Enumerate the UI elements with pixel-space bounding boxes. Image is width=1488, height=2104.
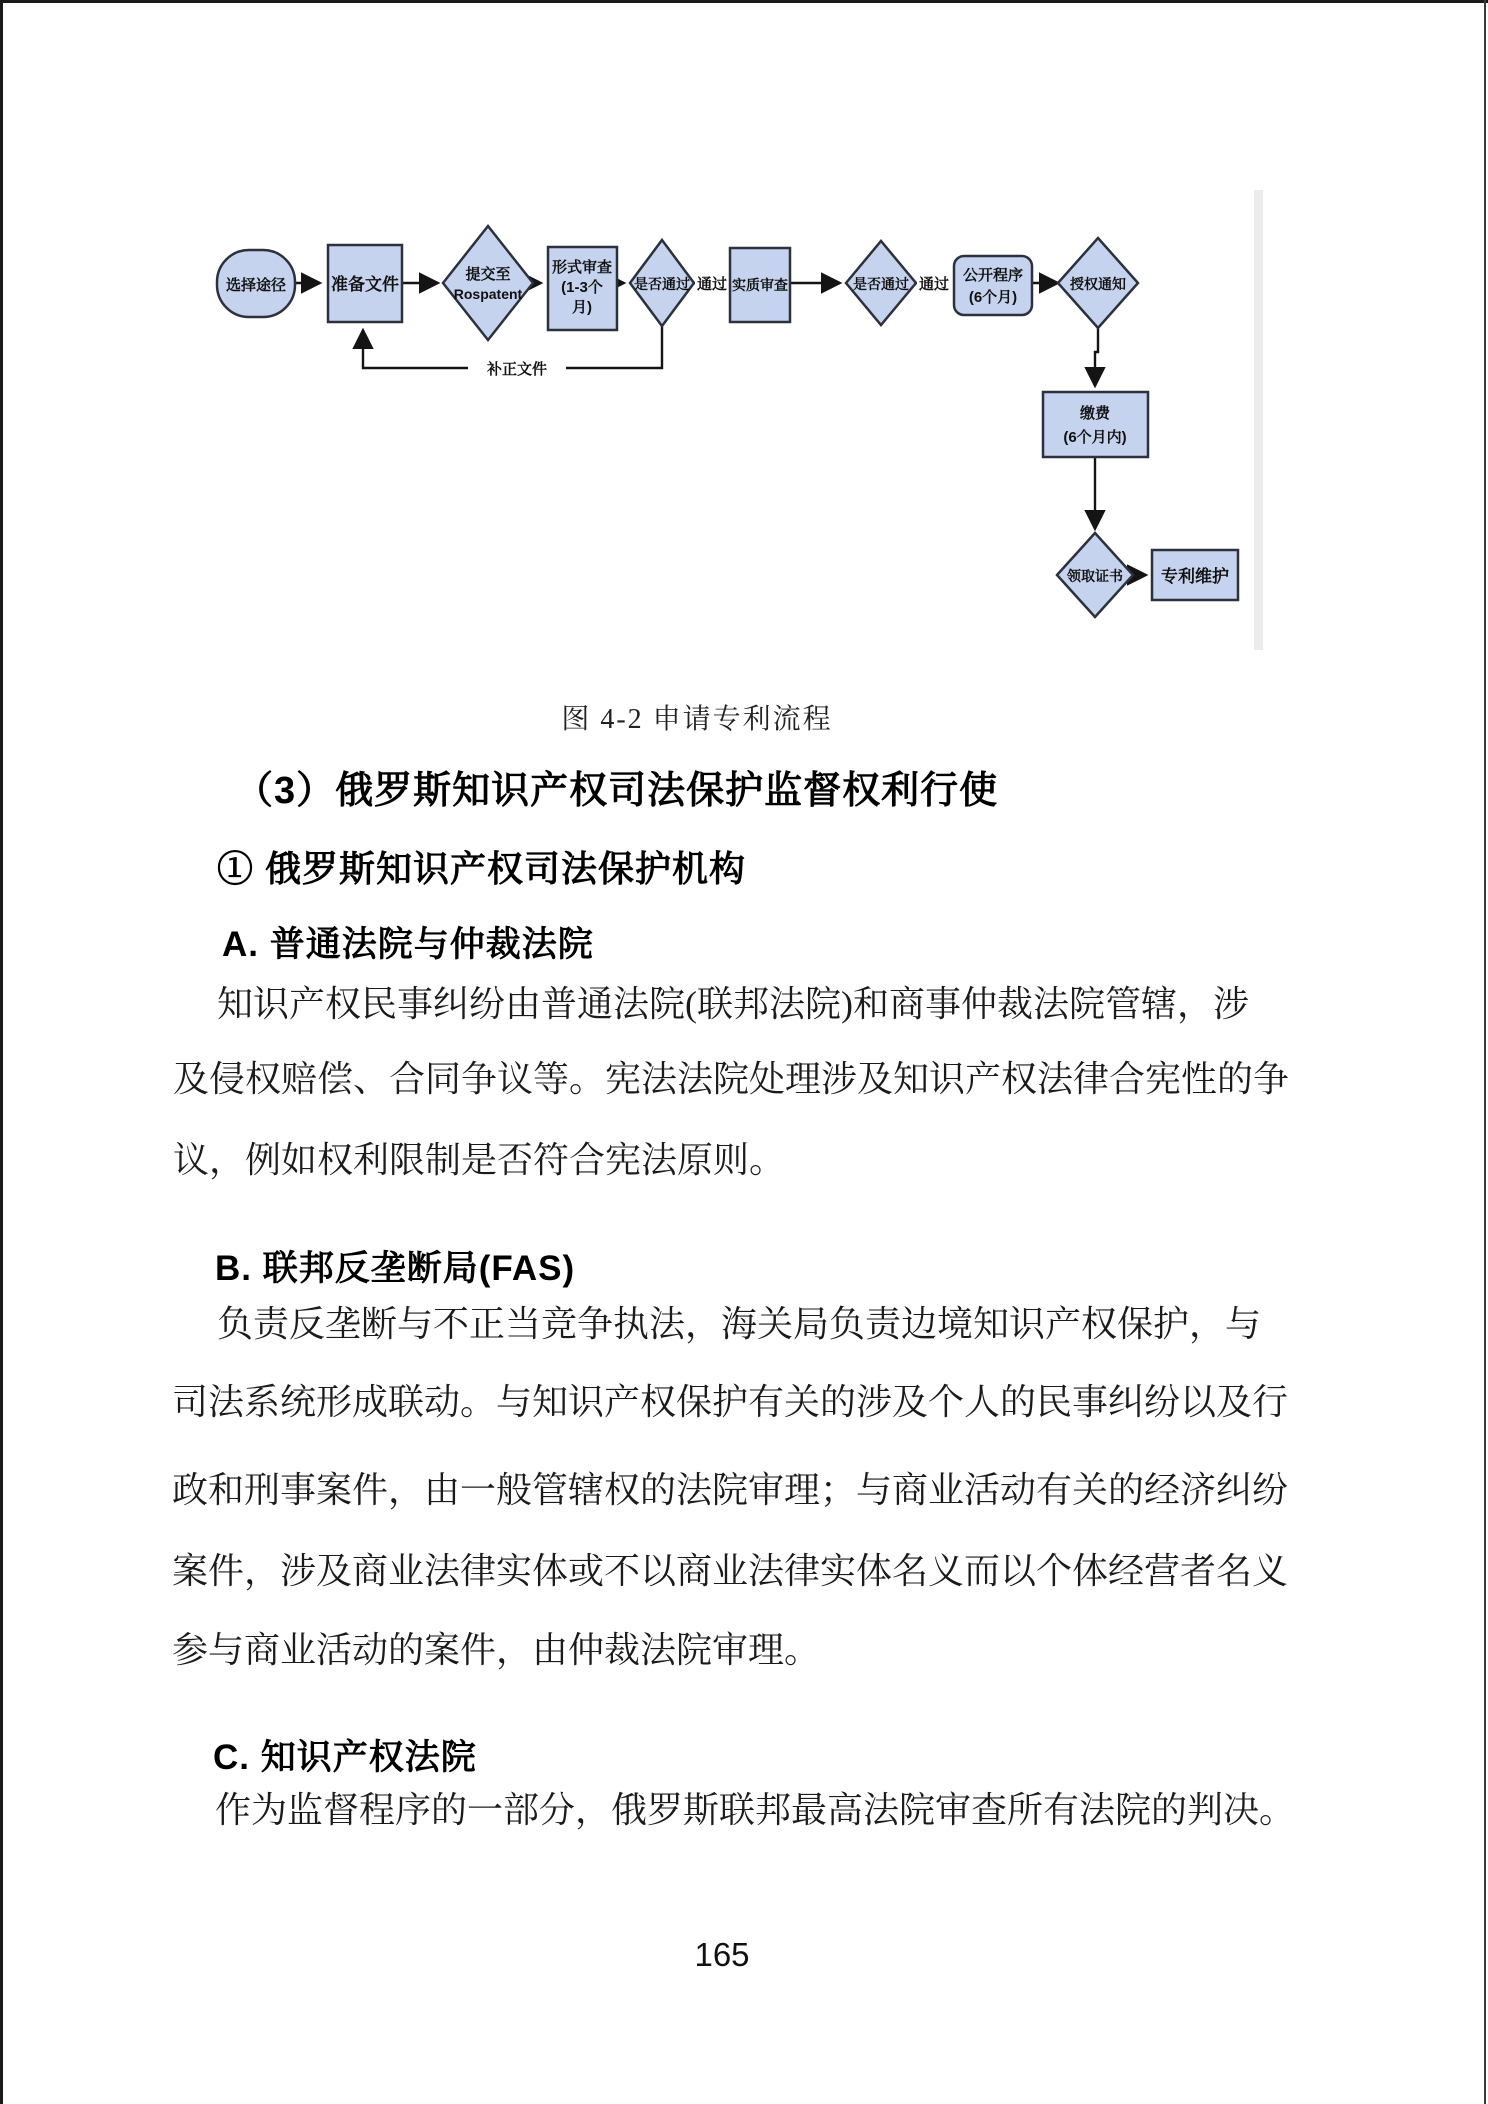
figure-caption: 图 4-2 申请专利流程	[561, 704, 833, 735]
node-submit-label-1: 提交至	[465, 266, 511, 283]
node-maintain-label: 专利维护	[1161, 567, 1229, 586]
node-prepare-label: 准备文件	[331, 275, 399, 294]
node-submit-label-2: Rospatent	[453, 286, 523, 302]
paragraph-A-line2: 及侵权赔偿、合同争议等。宪法法院处理涉及知识产权法律合宪性的争	[173, 1059, 1290, 1099]
node-pass1-label: 是否通过	[634, 276, 690, 292]
edge-label-pass2: 通过	[918, 276, 950, 293]
paragraph-B-line3: 政和刑事案件，由一般管辖权的法院审理；与商业活动有关的经济纠纷	[172, 1470, 1289, 1510]
heading-A: A. 普通法院与仲裁法院	[222, 925, 594, 964]
node-certificate-label: 领取证书	[1067, 568, 1123, 584]
flow-node-pass2	[846, 241, 916, 325]
node-publication-label-1: 公开程序	[962, 267, 1024, 284]
flow-edge-label-correction	[468, 357, 566, 379]
flow-edge-label-pass2	[917, 272, 951, 294]
paragraph-A-line1: 知识产权民事纠纷由普通法院(联邦法院)和商事仲裁法院管辖，涉	[217, 984, 1249, 1024]
paragraph-B-line1: 负责反垄断与不正当竞争执法，海关局负责边境知识产权保护，与	[217, 1304, 1262, 1344]
flow-edge-label-pass1	[695, 272, 729, 294]
flow-node-fee	[1043, 392, 1148, 457]
heading-C: C. 知识产权法院	[213, 1738, 477, 1777]
paragraph-A-line3: 议，例如权利限制是否符合宪法原则。	[173, 1140, 786, 1180]
heading-circled1: ① 俄罗斯知识产权司法保护机构	[217, 848, 747, 889]
node-formal-label-1: 形式审查	[551, 259, 613, 276]
node-substantive-label: 实质审查	[732, 277, 788, 293]
flow-node-certificate	[1057, 533, 1133, 617]
patent-flowchart	[0, 0, 1488, 700]
flow-node-publication	[954, 256, 1032, 315]
paragraph-C-line1: 作为监督程序的一部分，俄罗斯联邦最高法院审查所有法院的判决。	[215, 1790, 1296, 1830]
node-pass2-label: 是否通过	[853, 276, 909, 292]
flow-node-pass1	[630, 240, 694, 326]
flow-node-formal-exam	[548, 247, 617, 330]
paragraph-B-line5: 参与商业活动的案件，由仲裁法院审理。	[172, 1630, 821, 1670]
paragraph-B-line2: 司法系统形成联动。与知识产权保护有关的涉及个人的民事纠纷以及行	[172, 1382, 1289, 1422]
edge-label-correction: 补正文件	[486, 361, 548, 378]
node-grant-label: 授权通知	[1070, 276, 1126, 292]
node-start-label: 选择途径	[225, 277, 287, 294]
flow-node-maintain	[1152, 550, 1238, 600]
flow-node-prepare	[328, 245, 402, 322]
node-fee-label-1: 缴费	[1079, 405, 1111, 422]
flow-node-start	[217, 250, 295, 317]
node-fee-label-2: (6个月内)	[1063, 429, 1127, 446]
flow-node-submit	[443, 226, 533, 340]
paragraph-B-line4: 案件，涉及商业法律实体或不以商业法律实体名义而以个体经营者名义	[172, 1551, 1289, 1591]
flow-node-grant-notice	[1058, 238, 1138, 328]
node-publication-label-2: (6个月)	[968, 289, 1018, 306]
edge-label-pass1: 通过	[696, 276, 728, 293]
page-number: 165	[694, 1936, 750, 1973]
flow-connectors	[295, 283, 1146, 575]
heading-level3: （3）俄罗斯知识产权司法保护监督权利行使	[235, 770, 999, 812]
node-formal-label-3: 月)	[572, 299, 592, 316]
flow-node-substantive-exam	[730, 248, 790, 322]
node-formal-label-2: (1-3个	[561, 279, 603, 296]
heading-B: B. 联邦反垄断局(FAS)	[215, 1249, 576, 1288]
